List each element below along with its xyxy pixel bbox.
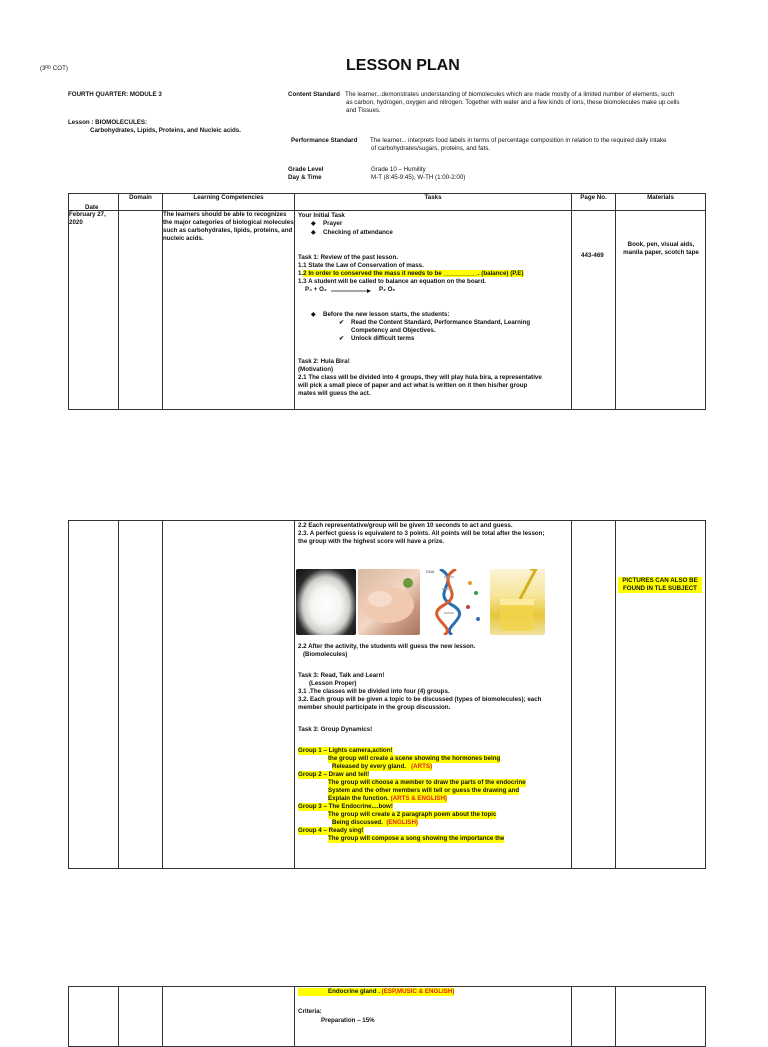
- header-page: Page No.: [572, 194, 616, 211]
- bullet-diamond-icon: ◆: [311, 220, 316, 227]
- equation-right: P₂ O₅: [379, 286, 396, 293]
- before-lesson: Before the new lesson starts, the students:: [323, 311, 450, 318]
- task2-title: Task 2: Hula Bira!: [298, 358, 350, 365]
- row3-tasks: [295, 987, 572, 1047]
- row1-materials: Book, pen, visual aids, manila paper, scotch tape: [616, 211, 706, 410]
- row2-materials: [616, 521, 706, 869]
- bullet-diamond-icon: ◆: [311, 311, 316, 318]
- row1-page: 443-469: [572, 211, 616, 410]
- row3-competencies: [163, 987, 295, 1047]
- row1-domain: [119, 211, 163, 410]
- day-time-value: M-T (8:45-9:45), W-TH (1:00-2:00): [371, 174, 466, 181]
- group2-line-b: System and the other members will tell or guess the drawing and: [328, 787, 520, 794]
- dna-image: [422, 569, 488, 635]
- check-item-2: Unlock difficult terms: [351, 335, 415, 342]
- task2-1c: mates will guess the act.: [298, 390, 371, 397]
- group3-title: Group 3 – The Endocrine....bow!: [298, 803, 393, 810]
- grade-level-value: Grade 10 – Humility: [371, 166, 426, 173]
- lesson-topics: Carbohydrates, Lipids, Proteins, and Nucleic acids.: [90, 127, 241, 134]
- table-row: [69, 211, 706, 410]
- group4-title: Group 4 – Ready sing!: [298, 827, 364, 834]
- performance-standard-label: Performance Standard: [291, 137, 358, 144]
- check-item-1: Read the Content Standard, Performance Standard, Learning: [351, 319, 531, 326]
- equation-left: P₄ + O₂: [305, 286, 327, 293]
- group3-line-b: Being discussed. (ENGLISH): [332, 819, 418, 826]
- oil-image: [490, 569, 545, 635]
- row2-page: [572, 521, 616, 869]
- header-competencies: Learning Competencies: [163, 194, 295, 211]
- materials-note: PICTURES CAN ALSO BE FOUND IN TLE SUBJECT: [618, 577, 702, 593]
- task1-title: Task 1: Review of the past lesson.: [298, 254, 398, 261]
- row3-line1: Endocrine gland . (ESP,MUSIC & ENGLISH): [298, 988, 454, 996]
- group-dynamics-title: Task 3: Group Dynamics!: [298, 726, 373, 733]
- quarter-label: FOURTH QUARTER: MODULE 3: [68, 91, 162, 98]
- arrow-right-icon: [331, 286, 371, 297]
- lesson-table-1: [68, 193, 706, 410]
- row2-competencies: [163, 521, 295, 869]
- group1-title: Group 1 – Lights camera,action!: [298, 747, 393, 754]
- bullet-diamond-icon: ◆: [311, 229, 316, 236]
- lesson-proper: (Lesson Proper): [309, 680, 357, 687]
- performance-standard-line1: The learner... interprets food labels in terms of percentage composition in relation to the required daily intake: [370, 137, 667, 144]
- task3-title: Task 3: Read, Talk and Learn!: [298, 672, 385, 679]
- content-standard-line2: as carbon, hydrogen, oxygen and nitrogen. Together with water and a few kinds of ions, these biomolecules make up cells: [346, 99, 680, 106]
- bullet-attendance: Checking of attendance: [323, 229, 393, 236]
- row2-line2: 2.3. A perfect guess is equivalent to 3 points. All points will be total after the lesson;: [298, 530, 545, 537]
- after-activity: 2.2 After the activity, the students will guess the new lesson.: [298, 643, 476, 650]
- initial-task: Your Initial Task: [298, 212, 345, 219]
- task2-1: 2.1 The class will be divided into 4 groups, they will play hula bira, a representative: [298, 374, 542, 381]
- checkmark-icon: ✔: [339, 335, 345, 342]
- row2-date: [69, 521, 119, 869]
- chicken-image: [358, 569, 420, 635]
- group2-line-a: The group will choose a member to draw the parts of the endocrine: [328, 779, 526, 786]
- bullet-prayer: Prayer: [323, 220, 343, 227]
- header-domain: Domain: [119, 194, 163, 211]
- header-tasks: Tasks: [295, 194, 572, 211]
- group1-line-b: Released by every gland. (ARTS): [332, 763, 433, 770]
- biomolecules-label: (Biomolecules): [303, 651, 348, 658]
- lesson-table-3: [68, 986, 706, 1047]
- table-row: [69, 987, 706, 1047]
- row1-tasks: [295, 211, 572, 410]
- dna-label: DNA: [426, 569, 435, 574]
- row3-domain: [119, 987, 163, 1047]
- row1-competencies: The learners should be able to recognizes the major categories of biological molecules such as carbohydrates, lipids, proteins, and nucleic acids.: [163, 211, 295, 410]
- group3-line-a: The group will create a 2 paragraph poem about the topic: [328, 811, 497, 818]
- group2-title: Group 2 – Draw and tell!: [298, 771, 370, 778]
- row2-domain: [119, 521, 163, 869]
- day-time-label: Day & Time: [288, 174, 322, 181]
- task1-2: 1.2 In order to conserved the mass it needs to be __________. (balance) (P.E): [298, 270, 524, 277]
- performance-standard-line2: of carbohydrates/sugars, proteins, and fats.: [371, 145, 491, 152]
- checkmark-icon: ✔: [339, 319, 345, 326]
- lesson-label: Lesson : BIOMOLECULES:: [68, 119, 148, 126]
- row3-page: [572, 987, 616, 1047]
- rice-image: [296, 569, 356, 635]
- header-materials: Materials: [616, 194, 706, 211]
- row2-line3: the group with the highest score will have a prize.: [298, 538, 445, 545]
- criteria-label: Criteria:: [298, 1008, 322, 1015]
- check-item-1b: Competency and Objectives.: [351, 327, 436, 334]
- task1-3: 1.3 A student will be called to balance an equation on the board.: [298, 278, 486, 285]
- page-title: LESSON PLAN: [346, 57, 460, 74]
- row3-materials: [616, 987, 706, 1047]
- task1-1: 1.1 State the Law of Conservation of mass.: [298, 262, 424, 269]
- group2-line-c: Explain the function. (ARTS & ENGLISH): [328, 795, 447, 802]
- grade-level-label: Grade Level: [288, 166, 324, 173]
- task2-motivation: (Motivation): [298, 366, 334, 373]
- group1-line-a: the group will create a scene showing the hormones being: [328, 755, 501, 762]
- row1-date: February 27, 2020: [69, 211, 119, 410]
- content-standard-label: Content Standard: [288, 91, 340, 98]
- header-date: Date: [69, 194, 119, 211]
- task3-2: 3.2. Each group will be given a topic to be discussed (types of biomolecules); each: [298, 696, 542, 703]
- task3-1: 3.1 .The classes will be divided into four (4) groups.: [298, 688, 450, 695]
- table-header-row: [69, 194, 706, 211]
- task2-1b: will pick a small piece of paper and act what is written on it then his/her group: [298, 382, 528, 389]
- cot-label: (3ᴿᴰ COT): [40, 65, 68, 72]
- task3-2b: member should participate in the group discussion.: [298, 704, 451, 711]
- row3-date: [69, 987, 119, 1047]
- content-standard-line1: The learner...demonstrates understanding of biomolecules which are made mostly of a limited number of elements, such: [345, 91, 675, 98]
- group4-line-a: The group will compose a song showing the importance the: [328, 835, 505, 842]
- row2-line1: 2.2 Each representative/group will be given 10 seconds to act and guess.: [298, 522, 513, 529]
- criteria-preparation: Preparation – 15%: [321, 1017, 375, 1024]
- content-standard-line3: and Tissues.: [346, 107, 381, 114]
